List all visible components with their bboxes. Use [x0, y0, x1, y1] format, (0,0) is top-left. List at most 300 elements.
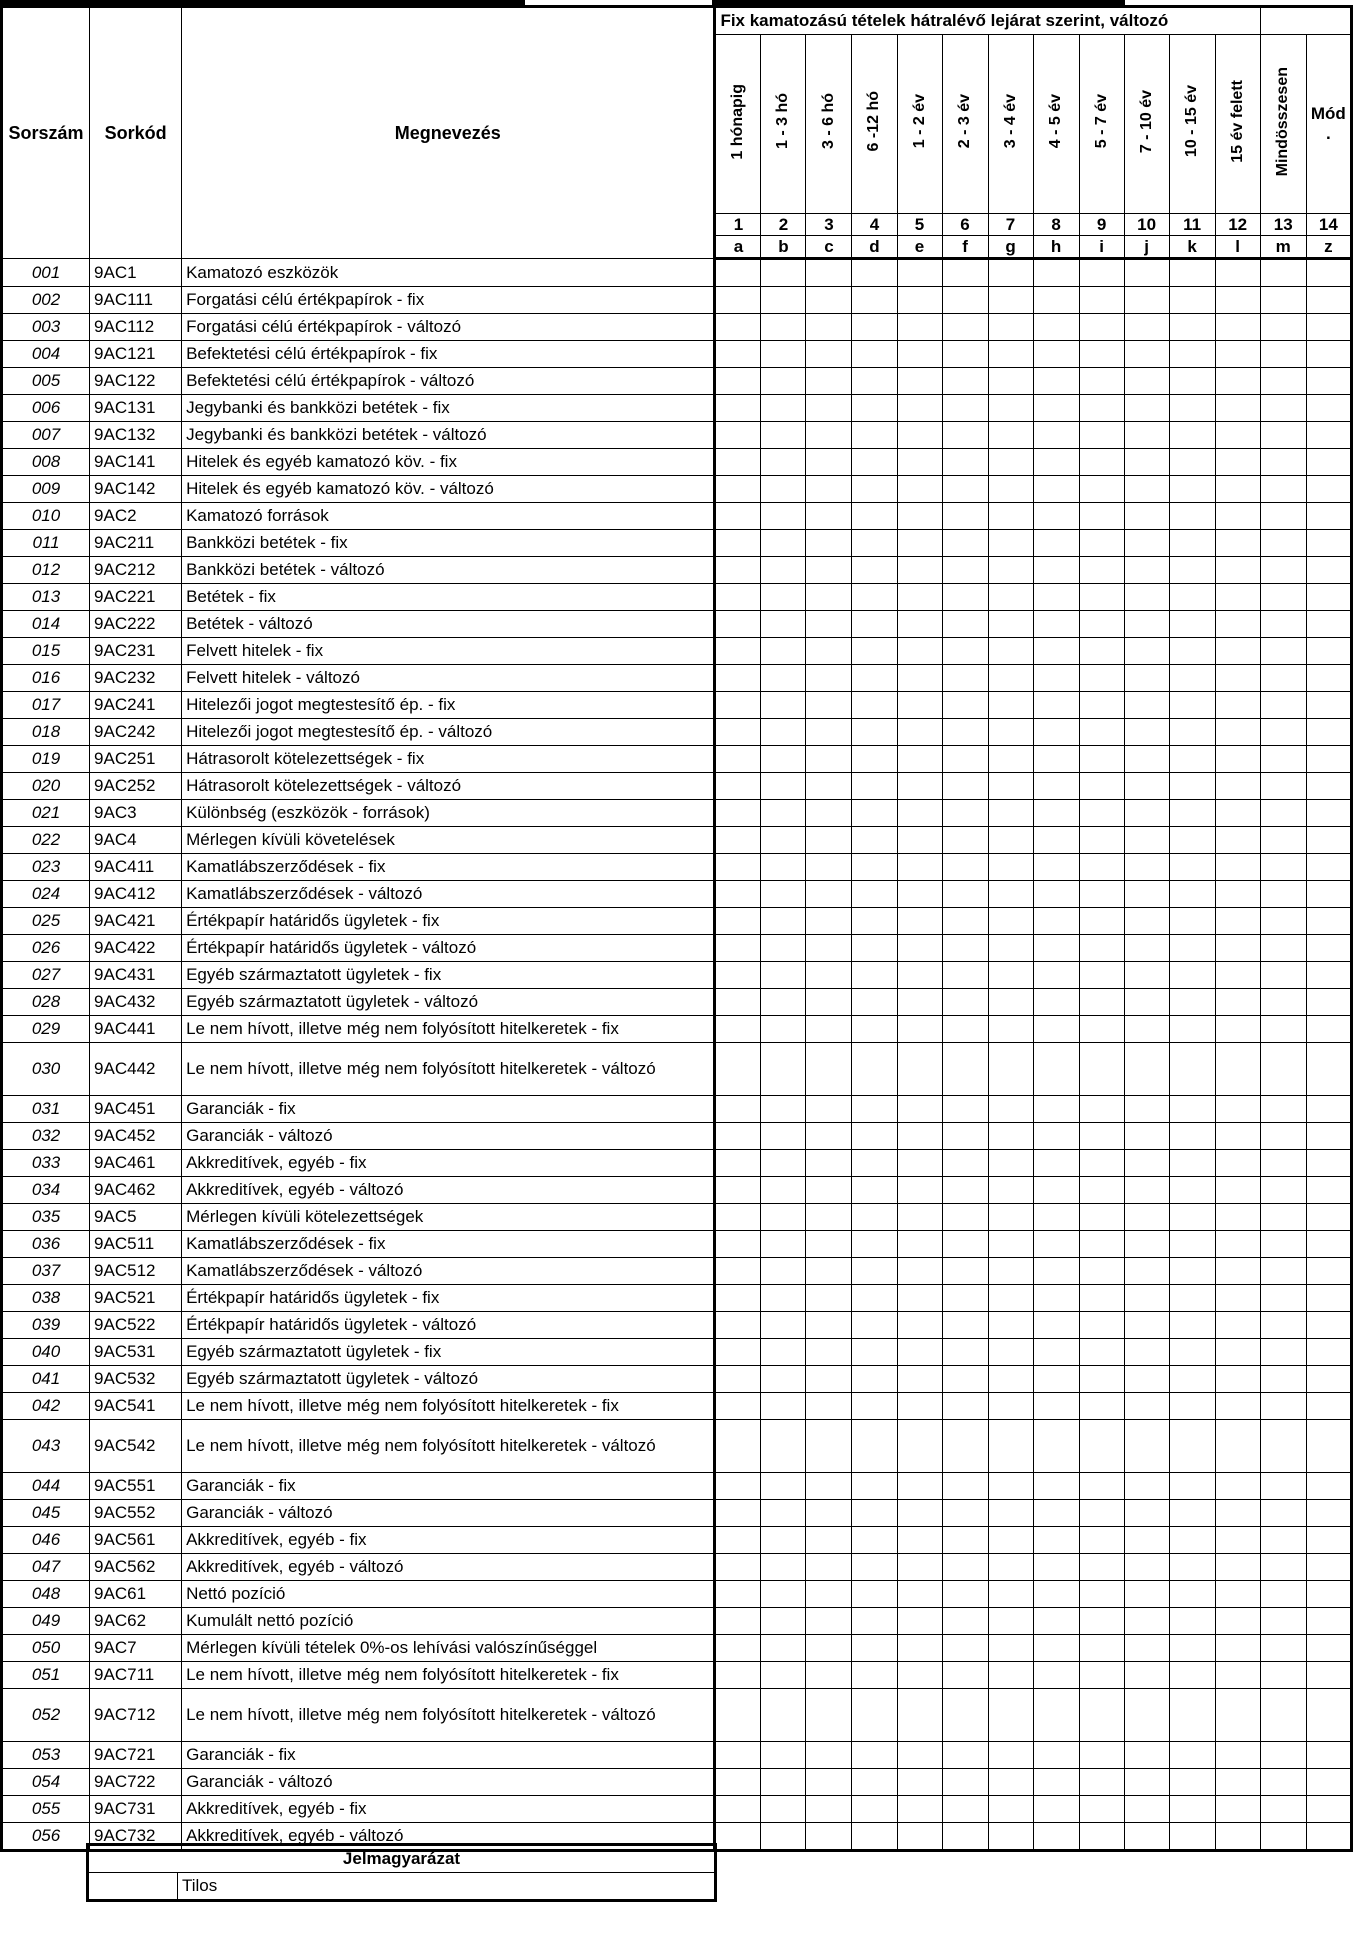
data-cell[interactable] — [715, 449, 761, 476]
data-cell[interactable] — [1124, 368, 1169, 395]
data-cell[interactable] — [1260, 611, 1306, 638]
data-cell[interactable] — [988, 1096, 1033, 1123]
data-cell[interactable] — [988, 1689, 1033, 1742]
data-cell[interactable] — [1079, 1796, 1124, 1823]
data-cell[interactable] — [761, 368, 806, 395]
data-cell[interactable] — [942, 1581, 988, 1608]
data-cell[interactable] — [1079, 314, 1124, 341]
data-cell[interactable] — [1215, 1608, 1260, 1635]
data-cell[interactable] — [988, 584, 1033, 611]
data-cell[interactable] — [761, 1177, 806, 1204]
data-cell[interactable] — [942, 1043, 988, 1096]
data-cell[interactable] — [988, 1635, 1033, 1662]
data-cell[interactable] — [897, 1123, 942, 1150]
data-cell[interactable] — [1215, 1285, 1260, 1312]
data-cell[interactable] — [1215, 719, 1260, 746]
data-cell[interactable] — [1306, 584, 1351, 611]
data-cell[interactable] — [897, 1662, 942, 1689]
data-cell[interactable] — [1169, 341, 1215, 368]
data-cell[interactable] — [942, 1796, 988, 1823]
data-cell[interactable] — [1260, 503, 1306, 530]
data-cell[interactable] — [761, 1689, 806, 1742]
data-cell[interactable] — [1260, 1823, 1306, 1851]
data-cell[interactable] — [1124, 719, 1169, 746]
data-cell[interactable] — [1306, 1204, 1351, 1231]
data-cell[interactable] — [1169, 1420, 1215, 1473]
data-cell[interactable] — [942, 1769, 988, 1796]
data-cell[interactable] — [1033, 287, 1079, 314]
data-cell[interactable] — [715, 1339, 761, 1366]
data-cell[interactable] — [1079, 827, 1124, 854]
data-cell[interactable] — [1169, 1177, 1215, 1204]
data-cell[interactable] — [715, 1016, 761, 1043]
data-cell[interactable] — [806, 1096, 852, 1123]
data-cell[interactable] — [897, 1043, 942, 1096]
data-cell[interactable] — [988, 1796, 1033, 1823]
data-cell[interactable] — [1306, 773, 1351, 800]
data-cell[interactable] — [1306, 395, 1351, 422]
data-cell[interactable] — [897, 530, 942, 557]
data-cell[interactable] — [897, 1420, 942, 1473]
data-cell[interactable] — [852, 773, 897, 800]
data-cell[interactable] — [715, 1420, 761, 1473]
data-cell[interactable] — [1260, 854, 1306, 881]
data-cell[interactable] — [1033, 1312, 1079, 1339]
data-cell[interactable] — [1306, 1366, 1351, 1393]
data-cell[interactable] — [1033, 1635, 1079, 1662]
data-cell[interactable] — [1215, 1258, 1260, 1285]
data-cell[interactable] — [1260, 1608, 1306, 1635]
data-cell[interactable] — [1169, 1393, 1215, 1420]
data-cell[interactable] — [1079, 1742, 1124, 1769]
data-cell[interactable] — [897, 854, 942, 881]
data-cell[interactable] — [1124, 665, 1169, 692]
data-cell[interactable] — [1124, 287, 1169, 314]
data-cell[interactable] — [806, 395, 852, 422]
data-cell[interactable] — [942, 800, 988, 827]
data-cell[interactable] — [988, 1016, 1033, 1043]
data-cell[interactable] — [1306, 665, 1351, 692]
data-cell[interactable] — [852, 854, 897, 881]
data-cell[interactable] — [1215, 314, 1260, 341]
data-cell[interactable] — [761, 827, 806, 854]
data-cell[interactable] — [806, 1769, 852, 1796]
data-cell[interactable] — [988, 854, 1033, 881]
data-cell[interactable] — [1260, 449, 1306, 476]
data-cell[interactable] — [897, 638, 942, 665]
data-cell[interactable] — [1169, 314, 1215, 341]
data-cell[interactable] — [1215, 638, 1260, 665]
data-cell[interactable] — [1124, 1123, 1169, 1150]
data-cell[interactable] — [1169, 719, 1215, 746]
data-cell[interactable] — [897, 1366, 942, 1393]
data-cell[interactable] — [1260, 746, 1306, 773]
data-cell[interactable] — [852, 530, 897, 557]
data-cell[interactable] — [1124, 1527, 1169, 1554]
data-cell[interactable] — [1033, 449, 1079, 476]
data-cell[interactable] — [1260, 935, 1306, 962]
data-cell[interactable] — [1124, 1500, 1169, 1527]
data-cell[interactable] — [942, 962, 988, 989]
data-cell[interactable] — [1169, 1608, 1215, 1635]
data-cell[interactable] — [852, 1635, 897, 1662]
data-cell[interactable] — [1215, 1635, 1260, 1662]
data-cell[interactable] — [715, 1689, 761, 1742]
data-cell[interactable] — [1124, 1635, 1169, 1662]
data-cell[interactable] — [761, 665, 806, 692]
data-cell[interactable] — [897, 989, 942, 1016]
data-cell[interactable] — [1260, 395, 1306, 422]
data-cell[interactable] — [942, 1742, 988, 1769]
data-cell[interactable] — [988, 557, 1033, 584]
data-cell[interactable] — [988, 665, 1033, 692]
data-cell[interactable] — [715, 1043, 761, 1096]
data-cell[interactable] — [1306, 962, 1351, 989]
data-cell[interactable] — [715, 1150, 761, 1177]
data-cell[interactable] — [897, 1096, 942, 1123]
data-cell[interactable] — [988, 1123, 1033, 1150]
data-cell[interactable] — [806, 1285, 852, 1312]
data-cell[interactable] — [1169, 530, 1215, 557]
data-cell[interactable] — [1260, 1796, 1306, 1823]
data-cell[interactable] — [988, 935, 1033, 962]
data-cell[interactable] — [1033, 1420, 1079, 1473]
data-cell[interactable] — [1169, 1635, 1215, 1662]
data-cell[interactable] — [1124, 692, 1169, 719]
data-cell[interactable] — [806, 638, 852, 665]
data-cell[interactable] — [761, 584, 806, 611]
data-cell[interactable] — [1260, 773, 1306, 800]
data-cell[interactable] — [852, 1096, 897, 1123]
data-cell[interactable] — [942, 368, 988, 395]
data-cell[interactable] — [1079, 368, 1124, 395]
data-cell[interactable] — [852, 746, 897, 773]
data-cell[interactable] — [715, 1473, 761, 1500]
data-cell[interactable] — [1169, 1500, 1215, 1527]
data-cell[interactable] — [1124, 746, 1169, 773]
data-cell[interactable] — [1260, 1285, 1306, 1312]
data-cell[interactable] — [852, 989, 897, 1016]
data-cell[interactable] — [806, 1796, 852, 1823]
data-cell[interactable] — [1079, 1662, 1124, 1689]
data-cell[interactable] — [897, 314, 942, 341]
data-cell[interactable] — [1215, 989, 1260, 1016]
data-cell[interactable] — [806, 341, 852, 368]
data-cell[interactable] — [761, 773, 806, 800]
data-cell[interactable] — [1169, 1339, 1215, 1366]
data-cell[interactable] — [761, 1554, 806, 1581]
data-cell[interactable] — [1260, 1527, 1306, 1554]
data-cell[interactable] — [942, 1123, 988, 1150]
data-cell[interactable] — [1215, 1689, 1260, 1742]
data-cell[interactable] — [1033, 1689, 1079, 1742]
data-cell[interactable] — [1215, 746, 1260, 773]
data-cell[interactable] — [852, 719, 897, 746]
data-cell[interactable] — [988, 800, 1033, 827]
data-cell[interactable] — [988, 962, 1033, 989]
data-cell[interactable] — [852, 1177, 897, 1204]
data-cell[interactable] — [1260, 1043, 1306, 1096]
data-cell[interactable] — [1124, 1096, 1169, 1123]
data-cell[interactable] — [1033, 1473, 1079, 1500]
data-cell[interactable] — [1033, 1796, 1079, 1823]
data-cell[interactable] — [715, 1527, 761, 1554]
data-cell[interactable] — [942, 287, 988, 314]
data-cell[interactable] — [1215, 1796, 1260, 1823]
data-cell[interactable] — [715, 1096, 761, 1123]
data-cell[interactable] — [942, 1339, 988, 1366]
data-cell[interactable] — [1079, 1150, 1124, 1177]
data-cell[interactable] — [715, 584, 761, 611]
data-cell[interactable] — [942, 1312, 988, 1339]
data-cell[interactable] — [1079, 449, 1124, 476]
data-cell[interactable] — [806, 1150, 852, 1177]
data-cell[interactable] — [1306, 287, 1351, 314]
data-cell[interactable] — [1306, 719, 1351, 746]
data-cell[interactable] — [1260, 1312, 1306, 1339]
data-cell[interactable] — [1260, 881, 1306, 908]
data-cell[interactable] — [761, 259, 806, 287]
data-cell[interactable] — [1079, 1420, 1124, 1473]
data-cell[interactable] — [1124, 908, 1169, 935]
data-cell[interactable] — [761, 1339, 806, 1366]
data-cell[interactable] — [1033, 1258, 1079, 1285]
data-cell[interactable] — [715, 719, 761, 746]
data-cell[interactable] — [715, 1581, 761, 1608]
data-cell[interactable] — [897, 935, 942, 962]
data-cell[interactable] — [1124, 1204, 1169, 1231]
data-cell[interactable] — [1306, 1554, 1351, 1581]
data-cell[interactable] — [988, 1258, 1033, 1285]
data-cell[interactable] — [942, 1473, 988, 1500]
data-cell[interactable] — [1260, 259, 1306, 287]
data-cell[interactable] — [806, 530, 852, 557]
data-cell[interactable] — [1033, 1581, 1079, 1608]
data-cell[interactable] — [806, 854, 852, 881]
data-cell[interactable] — [806, 287, 852, 314]
data-cell[interactable] — [988, 1473, 1033, 1500]
data-cell[interactable] — [1033, 773, 1079, 800]
data-cell[interactable] — [1169, 1016, 1215, 1043]
data-cell[interactable] — [806, 1043, 852, 1096]
data-cell[interactable] — [897, 422, 942, 449]
data-cell[interactable] — [1215, 611, 1260, 638]
data-cell[interactable] — [1260, 692, 1306, 719]
data-cell[interactable] — [1306, 854, 1351, 881]
data-cell[interactable] — [715, 341, 761, 368]
data-cell[interactable] — [852, 1150, 897, 1177]
data-cell[interactable] — [1079, 800, 1124, 827]
data-cell[interactable] — [806, 1016, 852, 1043]
data-cell[interactable] — [852, 1366, 897, 1393]
data-cell[interactable] — [897, 908, 942, 935]
data-cell[interactable] — [1033, 530, 1079, 557]
data-cell[interactable] — [715, 665, 761, 692]
data-cell[interactable] — [1306, 935, 1351, 962]
data-cell[interactable] — [715, 1554, 761, 1581]
data-cell[interactable] — [761, 638, 806, 665]
data-cell[interactable] — [1215, 476, 1260, 503]
data-cell[interactable] — [761, 1150, 806, 1177]
data-cell[interactable] — [852, 1231, 897, 1258]
data-cell[interactable] — [715, 422, 761, 449]
data-cell[interactable] — [942, 1420, 988, 1473]
data-cell[interactable] — [1215, 692, 1260, 719]
data-cell[interactable] — [1306, 908, 1351, 935]
data-cell[interactable] — [942, 908, 988, 935]
data-cell[interactable] — [1033, 1231, 1079, 1258]
data-cell[interactable] — [1260, 1581, 1306, 1608]
data-cell[interactable] — [806, 665, 852, 692]
data-cell[interactable] — [852, 287, 897, 314]
data-cell[interactable] — [761, 719, 806, 746]
data-cell[interactable] — [1260, 638, 1306, 665]
data-cell[interactable] — [1079, 1769, 1124, 1796]
data-cell[interactable] — [942, 1096, 988, 1123]
data-cell[interactable] — [1306, 1420, 1351, 1473]
data-cell[interactable] — [1306, 1635, 1351, 1662]
data-cell[interactable] — [1124, 1473, 1169, 1500]
data-cell[interactable] — [852, 1742, 897, 1769]
data-cell[interactable] — [1215, 827, 1260, 854]
data-cell[interactable] — [852, 341, 897, 368]
data-cell[interactable] — [1169, 800, 1215, 827]
data-cell[interactable] — [1169, 1527, 1215, 1554]
data-cell[interactable] — [852, 1823, 897, 1851]
data-cell[interactable] — [715, 1177, 761, 1204]
data-cell[interactable] — [806, 989, 852, 1016]
data-cell[interactable] — [852, 1662, 897, 1689]
data-cell[interactable] — [1169, 287, 1215, 314]
data-cell[interactable] — [942, 665, 988, 692]
data-cell[interactable] — [852, 935, 897, 962]
data-cell[interactable] — [1033, 935, 1079, 962]
data-cell[interactable] — [1260, 1150, 1306, 1177]
data-cell[interactable] — [897, 800, 942, 827]
data-cell[interactable] — [806, 692, 852, 719]
data-cell[interactable] — [988, 1312, 1033, 1339]
data-cell[interactable] — [988, 1527, 1033, 1554]
data-cell[interactable] — [761, 422, 806, 449]
data-cell[interactable] — [1169, 638, 1215, 665]
data-cell[interactable] — [1079, 1393, 1124, 1420]
data-cell[interactable] — [942, 503, 988, 530]
data-cell[interactable] — [1124, 1150, 1169, 1177]
data-cell[interactable] — [1169, 827, 1215, 854]
data-cell[interactable] — [1079, 1177, 1124, 1204]
data-cell[interactable] — [1033, 962, 1079, 989]
data-cell[interactable] — [1079, 287, 1124, 314]
data-cell[interactable] — [1260, 557, 1306, 584]
data-cell[interactable] — [897, 692, 942, 719]
data-cell[interactable] — [988, 1339, 1033, 1366]
data-cell[interactable] — [761, 1581, 806, 1608]
data-cell[interactable] — [1124, 1608, 1169, 1635]
data-cell[interactable] — [897, 259, 942, 287]
data-cell[interactable] — [715, 259, 761, 287]
data-cell[interactable] — [806, 1689, 852, 1742]
data-cell[interactable] — [1169, 611, 1215, 638]
data-cell[interactable] — [1033, 908, 1079, 935]
data-cell[interactable] — [1306, 1662, 1351, 1689]
data-cell[interactable] — [897, 287, 942, 314]
data-cell[interactable] — [1169, 1769, 1215, 1796]
data-cell[interactable] — [761, 1635, 806, 1662]
data-cell[interactable] — [942, 1366, 988, 1393]
data-cell[interactable] — [1215, 341, 1260, 368]
data-cell[interactable] — [715, 1204, 761, 1231]
data-cell[interactable] — [988, 638, 1033, 665]
data-cell[interactable] — [942, 1689, 988, 1742]
data-cell[interactable] — [897, 962, 942, 989]
data-cell[interactable] — [942, 827, 988, 854]
data-cell[interactable] — [761, 341, 806, 368]
data-cell[interactable] — [1124, 827, 1169, 854]
data-cell[interactable] — [1033, 1339, 1079, 1366]
data-cell[interactable] — [942, 1635, 988, 1662]
data-cell[interactable] — [942, 719, 988, 746]
data-cell[interactable] — [761, 854, 806, 881]
data-cell[interactable] — [1124, 314, 1169, 341]
data-cell[interactable] — [897, 1689, 942, 1742]
data-cell[interactable] — [942, 422, 988, 449]
data-cell[interactable] — [1079, 422, 1124, 449]
data-cell[interactable] — [1079, 584, 1124, 611]
data-cell[interactable] — [806, 368, 852, 395]
data-cell[interactable] — [852, 908, 897, 935]
data-cell[interactable] — [761, 503, 806, 530]
data-cell[interactable] — [1124, 1689, 1169, 1742]
data-cell[interactable] — [988, 746, 1033, 773]
data-cell[interactable] — [715, 503, 761, 530]
data-cell[interactable] — [988, 341, 1033, 368]
data-cell[interactable] — [897, 1231, 942, 1258]
data-cell[interactable] — [897, 341, 942, 368]
data-cell[interactable] — [806, 1500, 852, 1527]
data-cell[interactable] — [1033, 1769, 1079, 1796]
data-cell[interactable] — [1306, 881, 1351, 908]
data-cell[interactable] — [806, 1608, 852, 1635]
data-cell[interactable] — [1169, 881, 1215, 908]
data-cell[interactable] — [942, 1231, 988, 1258]
data-cell[interactable] — [897, 1796, 942, 1823]
data-cell[interactable] — [942, 1608, 988, 1635]
data-cell[interactable] — [1124, 1796, 1169, 1823]
data-cell[interactable] — [1169, 935, 1215, 962]
data-cell[interactable] — [1215, 1150, 1260, 1177]
data-cell[interactable] — [1169, 1204, 1215, 1231]
data-cell[interactable] — [1215, 962, 1260, 989]
data-cell[interactable] — [761, 314, 806, 341]
data-cell[interactable] — [806, 1473, 852, 1500]
data-cell[interactable] — [942, 449, 988, 476]
data-cell[interactable] — [1079, 1016, 1124, 1043]
data-cell[interactable] — [1260, 1339, 1306, 1366]
data-cell[interactable] — [1079, 1312, 1124, 1339]
data-cell[interactable] — [1033, 1742, 1079, 1769]
data-cell[interactable] — [761, 1796, 806, 1823]
data-cell[interactable] — [1124, 1285, 1169, 1312]
data-cell[interactable] — [942, 1554, 988, 1581]
data-cell[interactable] — [1033, 1366, 1079, 1393]
data-cell[interactable] — [1169, 503, 1215, 530]
data-cell[interactable] — [806, 611, 852, 638]
data-cell[interactable] — [942, 476, 988, 503]
data-cell[interactable] — [852, 881, 897, 908]
data-cell[interactable] — [1124, 1581, 1169, 1608]
data-cell[interactable] — [988, 476, 1033, 503]
data-cell[interactable] — [897, 557, 942, 584]
